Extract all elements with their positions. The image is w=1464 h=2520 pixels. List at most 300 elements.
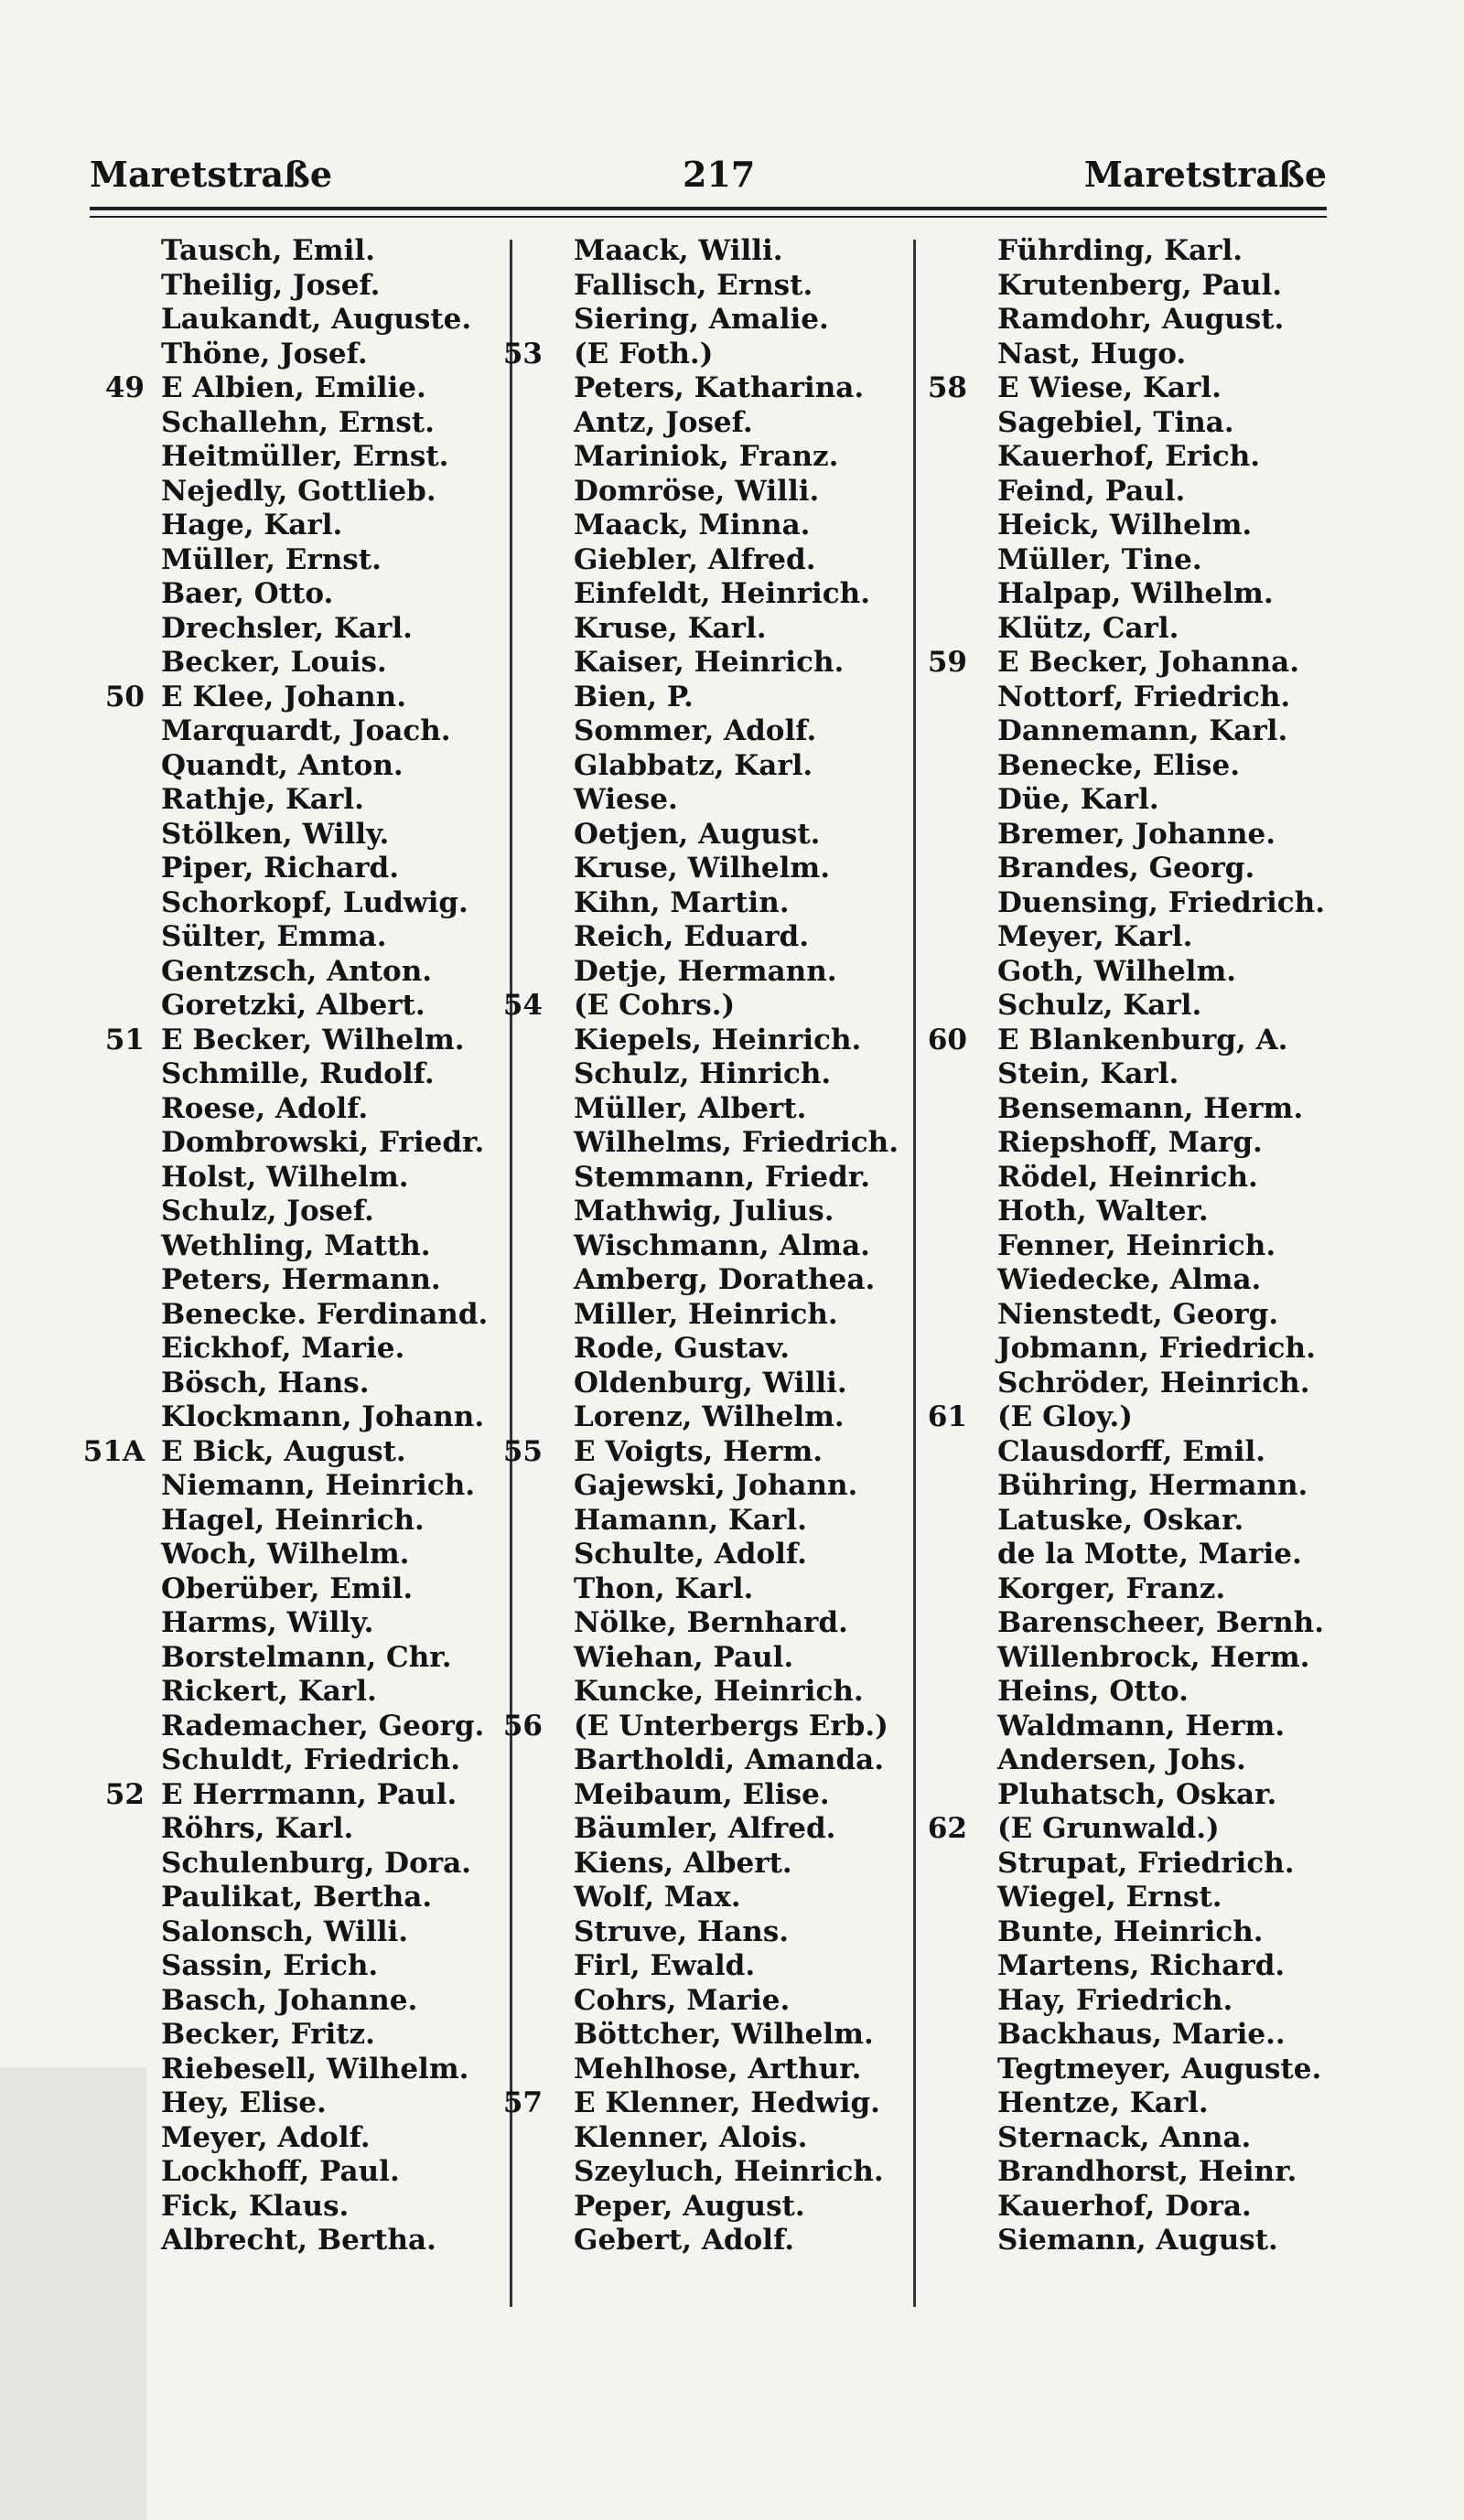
directory-entry xyxy=(499,1057,915,1092)
resident-name: Stein, Karl. xyxy=(997,1057,1179,1090)
directory-entry xyxy=(499,989,915,1024)
directory-entry xyxy=(499,2155,915,2190)
directory-entry xyxy=(73,338,508,372)
directory-entry xyxy=(499,1847,915,1882)
directory-entry xyxy=(499,886,915,921)
directory-entry xyxy=(910,2155,1340,2190)
directory-entry xyxy=(73,371,508,406)
directory-entry xyxy=(910,2086,1340,2121)
directory-entry xyxy=(910,2224,1340,2258)
header-rule-thick xyxy=(90,207,1327,210)
resident-name: Salonsch, Willi. xyxy=(161,1914,409,1948)
directory-entry xyxy=(499,1572,915,1607)
directory-entry xyxy=(73,303,508,338)
directory-entry xyxy=(73,1572,508,1607)
resident-name: Wiese. xyxy=(574,783,678,816)
directory-entry xyxy=(73,2053,508,2087)
directory-entry xyxy=(73,577,508,612)
resident-name: Siemann, August. xyxy=(997,2224,1278,2257)
directory-entry xyxy=(910,1915,1340,1950)
directory-entry xyxy=(910,852,1340,886)
directory-entry xyxy=(73,2155,508,2190)
directory-entry xyxy=(910,406,1340,441)
resident-name: Rödel, Heinrich. xyxy=(997,1160,1258,1194)
resident-name: Latuske, Oskar. xyxy=(997,1503,1244,1537)
directory-entry xyxy=(73,1743,508,1778)
resident-name: E Bick, August. xyxy=(161,1434,406,1468)
resident-name: Nast, Hugo. xyxy=(997,337,1187,370)
directory-entry xyxy=(499,234,915,269)
directory-entry xyxy=(910,2190,1340,2225)
directory-entry xyxy=(73,1812,508,1847)
resident-name: Giebler, Alfred. xyxy=(574,542,816,576)
resident-name: E Blankenburg, A. xyxy=(997,1023,1288,1056)
directory-entry xyxy=(73,1400,508,1435)
directory-entry xyxy=(910,1572,1340,1607)
house-number: 51A xyxy=(82,1434,145,1468)
resident-name: Kauerhof, Dora. xyxy=(997,2189,1252,2223)
resident-name: Mariniok, Franz. xyxy=(574,440,839,473)
resident-name: Kaiser, Heinrich. xyxy=(574,646,845,679)
resident-name: Bunte, Heinrich. xyxy=(997,1914,1264,1948)
directory-entry xyxy=(499,1161,915,1196)
street-title-left: Maretstraße xyxy=(90,154,333,195)
directory-entry xyxy=(910,1743,1340,1778)
directory-entry xyxy=(499,440,915,475)
directory-entry xyxy=(910,1949,1340,1984)
resident-name: Heins, Otto. xyxy=(997,1675,1189,1708)
directory-entry xyxy=(73,1949,508,1984)
resident-name: Stemmann, Friedr. xyxy=(574,1160,871,1194)
directory-entry xyxy=(73,681,508,715)
directory-entry xyxy=(73,1675,508,1710)
directory-entry xyxy=(499,646,915,681)
resident-name: Backhaus, Marie.. xyxy=(997,2018,1286,2051)
directory-entry xyxy=(499,1949,915,1984)
resident-name: Oetjen, August. xyxy=(574,817,821,851)
resident-name: Korger, Franz. xyxy=(997,1571,1226,1605)
resident-name: Lorenz, Wilhelm. xyxy=(574,1400,845,1433)
resident-name: Rickert, Karl. xyxy=(161,1675,377,1708)
directory-entry xyxy=(910,2018,1340,2053)
directory-entry xyxy=(73,1881,508,1915)
directory-entry xyxy=(499,2018,915,2053)
house-number: 61 xyxy=(927,1400,967,1433)
directory-entry xyxy=(499,1710,915,1744)
resident-name: Feind, Paul. xyxy=(997,474,1186,508)
directory-entry xyxy=(910,543,1340,578)
resident-name: Führding, Karl. xyxy=(997,234,1243,267)
house-number: 53 xyxy=(502,337,543,370)
directory-entry xyxy=(499,1606,915,1641)
directory-entry xyxy=(499,1743,915,1778)
resident-name: Schulenburg, Dora. xyxy=(161,1846,471,1880)
house-number: 55 xyxy=(502,1434,543,1468)
resident-name: Bremer, Johanne. xyxy=(997,817,1276,851)
resident-name: Laukandt, Auguste. xyxy=(161,303,472,336)
directory-entry xyxy=(73,406,508,441)
resident-name: Thon, Karl. xyxy=(574,1571,754,1605)
resident-name: Martens, Richard. xyxy=(997,1949,1286,1982)
directory-entry xyxy=(499,1812,915,1847)
resident-name: Wilhelms, Friedrich. xyxy=(574,1126,899,1159)
column-3 xyxy=(910,234,1340,2258)
resident-name: Hagel, Heinrich. xyxy=(161,1503,425,1537)
resident-name: Nejedly, Gottlieb. xyxy=(161,474,436,508)
resident-name: E Wiese, Karl. xyxy=(997,371,1222,404)
directory-entry xyxy=(499,714,915,749)
directory-entry xyxy=(910,1263,1340,1298)
resident-name: Fallisch, Ernst. xyxy=(574,268,813,302)
resident-name: Schorkopf, Ludwig. xyxy=(161,885,468,919)
resident-name: Willenbrock, Herm. xyxy=(997,1640,1310,1674)
directory-entry xyxy=(73,1298,508,1333)
directory-entry xyxy=(499,1298,915,1333)
directory-entry xyxy=(73,989,508,1024)
resident-name: Halpap, Wilhelm. xyxy=(997,577,1274,610)
resident-name: Barenscheer, Bernh. xyxy=(997,1606,1324,1639)
resident-name: Rathje, Karl. xyxy=(161,783,364,816)
directory-entry xyxy=(73,2224,508,2258)
house-number: 54 xyxy=(502,989,543,1022)
resident-name: Kiepels, Heinrich. xyxy=(574,1023,862,1056)
resident-name: Gentzsch, Anton. xyxy=(161,954,433,988)
directory-entry xyxy=(499,852,915,886)
directory-entry xyxy=(73,1984,508,2019)
house-number: 56 xyxy=(502,1709,543,1743)
resident-name: Tausch, Emil. xyxy=(161,234,375,267)
resident-name: Kuncke, Heinrich. xyxy=(574,1675,864,1708)
resident-name: Fick, Klaus. xyxy=(161,2189,350,2223)
resident-name: Ramdohr, August. xyxy=(997,303,1285,336)
resident-name: Wethling, Matth. xyxy=(161,1228,431,1262)
resident-name: Bartholdi, Amanda. xyxy=(574,1743,885,1776)
directory-entry xyxy=(73,2086,508,2121)
directory-entry xyxy=(73,2121,508,2156)
directory-entry xyxy=(73,783,508,818)
directory-entry xyxy=(499,2121,915,2156)
directory-entry xyxy=(73,1024,508,1058)
resident-name: Tegtmeyer, Auguste. xyxy=(997,2052,1322,2086)
resident-name: Dannemann, Karl. xyxy=(997,714,1288,747)
house-number: 60 xyxy=(927,1023,967,1056)
directory-entry xyxy=(910,1710,1340,1744)
resident-name: Clausdorff, Emil. xyxy=(997,1434,1266,1468)
resident-name: Sagebiel, Tina. xyxy=(997,405,1234,439)
directory-entry xyxy=(73,1710,508,1744)
directory-entry xyxy=(499,955,915,990)
directory-entry xyxy=(910,577,1340,612)
resident-name: Woch, Wilhelm. xyxy=(161,1538,410,1571)
resident-name: Brandes, Georg. xyxy=(997,852,1255,885)
directory-entry xyxy=(499,1778,915,1813)
resident-name: de la Motte, Marie. xyxy=(997,1538,1302,1571)
header-rule-thin xyxy=(90,216,1327,218)
resident-name: Bensemann, Herm. xyxy=(997,1091,1304,1125)
column-2 xyxy=(499,234,915,2258)
directory-entry xyxy=(910,1469,1340,1504)
resident-name: Müller, Albert. xyxy=(574,1091,807,1125)
resident-name: Wiedecke, Alma. xyxy=(997,1263,1262,1296)
directory-entry xyxy=(910,234,1340,269)
page-number: 217 xyxy=(683,154,756,195)
directory-entry xyxy=(499,269,915,304)
resident-name: Meyer, Adolf. xyxy=(161,2120,371,2154)
resident-name: E Becker, Wilhelm. xyxy=(161,1023,465,1056)
directory-entry xyxy=(73,1057,508,1092)
directory-entry xyxy=(499,920,915,955)
resident-name: Nölke, Bernhard. xyxy=(574,1606,848,1639)
resident-name: Heitmüller, Ernst. xyxy=(161,440,449,473)
resident-name: Eickhof, Marie. xyxy=(161,1332,405,1365)
resident-name: Nottorf, Friedrich. xyxy=(997,680,1291,713)
directory-entry xyxy=(910,783,1340,818)
resident-name: E Klenner, Hedwig. xyxy=(574,2086,880,2119)
directory-entry xyxy=(910,1778,1340,1813)
resident-name: Pluhatsch, Oskar. xyxy=(997,1777,1277,1811)
directory-entry xyxy=(499,1504,915,1539)
resident-name: Kiens, Albert. xyxy=(574,1846,792,1880)
directory-entry xyxy=(910,1057,1340,1092)
directory-entry xyxy=(910,818,1340,853)
directory-entry xyxy=(910,1298,1340,1333)
directory-entry xyxy=(499,1469,915,1504)
resident-name: Schmille, Rudolf. xyxy=(161,1057,435,1090)
directory-entry xyxy=(499,2086,915,2121)
directory-entry xyxy=(499,1195,915,1229)
resident-name: Sternack, Anna. xyxy=(997,2120,1252,2154)
directory-entry xyxy=(499,612,915,647)
resident-name: Mathwig, Julius. xyxy=(574,1195,834,1228)
resident-name: Drechsler, Karl. xyxy=(161,611,413,645)
directory-entry xyxy=(73,818,508,853)
directory-entry xyxy=(910,303,1340,338)
directory-entry xyxy=(910,714,1340,749)
resident-name: Klütz, Carl. xyxy=(997,611,1179,645)
resident-name: Wiegel, Ernst. xyxy=(997,1881,1222,1914)
resident-name: Einfeldt, Heinrich. xyxy=(574,577,871,610)
house-number: 62 xyxy=(927,1812,967,1845)
directory-entry xyxy=(499,2190,915,2225)
directory-entry xyxy=(499,1915,915,1950)
directory-entry xyxy=(73,1847,508,1882)
directory-entry xyxy=(910,1126,1340,1161)
resident-name: Lockhoff, Paul. xyxy=(161,2155,400,2188)
resident-name: Heick, Wilhelm. xyxy=(997,509,1253,542)
resident-name: Borstelmann, Chr. xyxy=(161,1640,452,1674)
page-header xyxy=(90,154,1327,205)
directory-entry xyxy=(73,234,508,269)
directory-entry xyxy=(910,989,1340,1024)
directory-entry xyxy=(910,1161,1340,1196)
resident-name: Schallehn, Ernst. xyxy=(161,405,435,439)
resident-name: Piper, Richard. xyxy=(161,852,399,885)
directory-entry xyxy=(910,955,1340,990)
resident-name: Domröse, Willi. xyxy=(574,474,820,508)
directory-entry xyxy=(910,1400,1340,1435)
resident-name: Gajewski, Johann. xyxy=(574,1469,858,1502)
resident-name: Schröder, Heinrich. xyxy=(997,1366,1310,1399)
street-title-right: Maretstraße xyxy=(1083,154,1327,195)
house-number: 49 xyxy=(104,371,145,404)
resident-name: Goretzki, Albert. xyxy=(161,989,425,1022)
resident-name: Firl, Ewald. xyxy=(574,1949,756,1982)
resident-name: Hey, Elise. xyxy=(161,2086,327,2119)
resident-name: Roese, Adolf. xyxy=(161,1091,369,1125)
resident-name: Klenner, Alois. xyxy=(574,2120,808,2154)
resident-name: Rademacher, Georg. xyxy=(161,1709,485,1743)
resident-name: Gebert, Adolf. xyxy=(574,2224,795,2257)
resident-name: Andersen, Johs. xyxy=(997,1743,1246,1776)
resident-name: Becker, Fritz. xyxy=(161,2018,375,2051)
house-number: 52 xyxy=(104,1777,145,1811)
resident-name: Hay, Friedrich. xyxy=(997,1983,1233,2017)
resident-name: Becker, Louis. xyxy=(161,646,387,679)
directory-entry xyxy=(910,681,1340,715)
directory-entry xyxy=(910,2121,1340,2156)
house-number: 59 xyxy=(927,646,967,679)
directory-entry xyxy=(73,1332,508,1367)
directory-entry xyxy=(499,818,915,853)
directory-entry xyxy=(910,440,1340,475)
directory-entry xyxy=(910,1024,1340,1058)
directory-entry xyxy=(910,509,1340,543)
resident-name: Nienstedt, Georg. xyxy=(997,1297,1279,1331)
resident-name: Holst, Wilhelm. xyxy=(161,1160,409,1194)
resident-name: (E Grunwald.) xyxy=(997,1812,1220,1845)
resident-name: Krutenberg, Paul. xyxy=(997,268,1283,302)
directory-entry xyxy=(910,2053,1340,2087)
resident-name: Peper, August. xyxy=(574,2189,805,2223)
resident-name: (E Foth.) xyxy=(574,337,714,370)
directory-entry xyxy=(910,1675,1340,1710)
directory-entry xyxy=(73,1538,508,1572)
directory-entry xyxy=(73,1195,508,1229)
resident-name: Bäumler, Alfred. xyxy=(574,1812,836,1845)
directory-entry xyxy=(910,269,1340,304)
directory-entry xyxy=(73,440,508,475)
house-number: 51 xyxy=(104,1023,145,1056)
directory-entry xyxy=(73,1367,508,1401)
resident-name: Maack, Willi. xyxy=(574,234,783,267)
resident-name: Klockmann, Johann. xyxy=(161,1400,485,1433)
resident-name: (E Gloy.) xyxy=(997,1400,1133,1433)
resident-name: Schulte, Adolf. xyxy=(574,1538,807,1571)
directory-entry xyxy=(910,1195,1340,1229)
directory-entry xyxy=(73,955,508,990)
resident-name: E Klee, Johann. xyxy=(161,680,407,713)
directory-entry xyxy=(910,886,1340,921)
resident-name: Hage, Karl. xyxy=(161,509,343,542)
directory-entry xyxy=(73,920,508,955)
directory-entry xyxy=(499,1024,915,1058)
resident-name: Siering, Amalie. xyxy=(574,303,829,336)
resident-name: Reich, Eduard. xyxy=(574,920,809,953)
directory-entry xyxy=(73,852,508,886)
resident-name: Wolf, Max. xyxy=(574,1881,741,1914)
house-number: 57 xyxy=(502,2086,543,2119)
resident-name: Sassin, Erich. xyxy=(161,1949,379,1982)
resident-name: Fenner, Heinrich. xyxy=(997,1228,1276,1262)
directory-entry xyxy=(499,509,915,543)
directory-entry xyxy=(910,338,1340,372)
resident-name: Quandt, Anton. xyxy=(161,748,404,782)
resident-name: Wiehan, Paul. xyxy=(574,1640,794,1674)
directory-entry xyxy=(499,1400,915,1435)
resident-name: Benecke, Elise. xyxy=(997,748,1240,782)
directory-entry xyxy=(910,749,1340,784)
resident-name: Amberg, Dorathea. xyxy=(574,1263,876,1296)
directory-entry xyxy=(73,1161,508,1196)
directory-entry xyxy=(73,1606,508,1641)
directory-entry xyxy=(499,1126,915,1161)
resident-name: Müller, Tine. xyxy=(997,542,1202,576)
resident-name: Riepshoff, Marg. xyxy=(997,1126,1263,1159)
resident-name: Peters, Hermann. xyxy=(161,1263,441,1296)
directory-entry xyxy=(499,1435,915,1470)
directory-entry xyxy=(499,1332,915,1367)
resident-name: Benecke. Ferdinand. xyxy=(161,1297,489,1331)
directory-entry xyxy=(499,371,915,406)
resident-name: Thöne, Josef. xyxy=(161,337,368,370)
resident-name: Oldenburg, Willi. xyxy=(574,1366,847,1399)
directory-entry xyxy=(499,1641,915,1676)
directory-entry xyxy=(499,303,915,338)
directory-entry xyxy=(73,886,508,921)
resident-name: Hentze, Karl. xyxy=(997,2086,1209,2119)
house-number: 58 xyxy=(927,371,967,404)
directory-entry xyxy=(910,1504,1340,1539)
directory-entry xyxy=(73,269,508,304)
directory-entry xyxy=(910,1538,1340,1572)
resident-name: Sülter, Emma. xyxy=(161,920,387,953)
directory-entry xyxy=(73,1263,508,1298)
resident-name: Niemann, Heinrich. xyxy=(161,1469,476,1502)
resident-name: Kruse, Wilhelm. xyxy=(574,852,831,885)
directory-entry xyxy=(910,1332,1340,1367)
directory-entry xyxy=(910,371,1340,406)
directory-entry xyxy=(499,1538,915,1572)
resident-name: Hoth, Walter. xyxy=(997,1195,1209,1228)
resident-name: Miller, Heinrich. xyxy=(574,1297,838,1331)
directory-entry xyxy=(73,1504,508,1539)
resident-name: Szeyluch, Heinrich. xyxy=(574,2155,884,2188)
resident-name: Struve, Hans. xyxy=(574,1914,790,1948)
resident-name: Wischmann, Alma. xyxy=(574,1228,870,1262)
resident-name: Duensing, Friedrich. xyxy=(997,885,1325,919)
resident-name: E Albien, Emilie. xyxy=(161,371,426,404)
resident-name: Schulz, Hinrich. xyxy=(574,1057,832,1090)
resident-name: Marquardt, Joach. xyxy=(161,714,451,747)
directory-entry xyxy=(499,2224,915,2258)
directory-entry xyxy=(910,1606,1340,1641)
directory-entry xyxy=(73,1915,508,1950)
directory-entry xyxy=(499,2053,915,2087)
resident-name: Strupat, Friedrich. xyxy=(997,1846,1295,1880)
directory-entry xyxy=(73,1092,508,1127)
directory-entry xyxy=(73,1641,508,1676)
resident-name: Kauerhof, Erich. xyxy=(997,440,1261,473)
directory-entry xyxy=(73,2190,508,2225)
directory-entry xyxy=(499,1984,915,2019)
resident-name: (E Unterbergs Erb.) xyxy=(574,1709,888,1743)
resident-name: Röhrs, Karl. xyxy=(161,1812,354,1845)
directory-entry xyxy=(499,681,915,715)
resident-name: (E Cohrs.) xyxy=(574,989,736,1022)
directory-entry xyxy=(499,1881,915,1915)
directory-entry xyxy=(73,1778,508,1813)
directory-entry xyxy=(73,2018,508,2053)
